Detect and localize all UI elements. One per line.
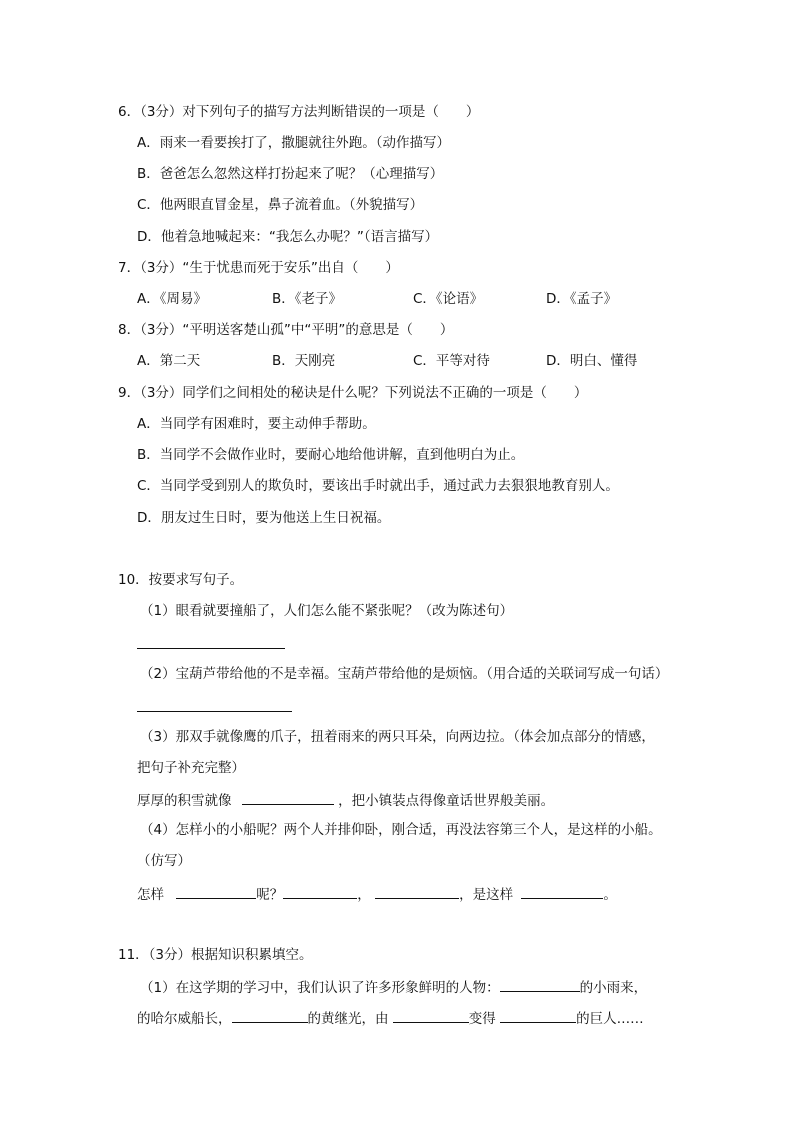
question-11-stem: 11．（3分）根据知识积累填空。 — [118, 947, 313, 963]
q6-option-c: C．他两眼直冒金星，鼻子流着血。（外貌描写） — [137, 197, 424, 213]
q10-part-3-fill — [137, 790, 554, 810]
q10-answer-line-2[interactable] — [137, 711, 292, 712]
q11-blank-2[interactable] — [232, 1008, 308, 1023]
q7-option-b: B．《老子》 — [272, 291, 343, 307]
q11-part-1-text-d: 的黄继光，由 — [307, 1011, 389, 1027]
q11-part-1-text-c: 的哈尔威船长， — [137, 1011, 232, 1027]
question-7-stem: 7．（3分）“生于忧患而死于安乐”出自（ ） — [118, 260, 399, 276]
q10-part-3-line-a: （3）那双手就像鹰的爪子，扭着雨来的两只耳朵，向两边拉。（体会加点部分的情感， — [140, 729, 655, 745]
q7-option-c: C．《论语》 — [413, 291, 484, 307]
q7-option-d: D．《孟子》 — [546, 291, 618, 307]
q10-part-4-word-5: 。 — [603, 887, 617, 903]
q10-part-3-fill-prefix: 厚厚的积雪就像 — [137, 793, 232, 809]
q8-option-a: A．第二天 — [137, 353, 201, 369]
q10-part-4-word-1: 怎样 — [137, 887, 164, 903]
q9-option-a: A．当同学有困难时，要主动伸手帮助。 — [137, 416, 376, 432]
q11-blank-3[interactable] — [393, 1008, 469, 1023]
q10-part-4-blank-2[interactable] — [283, 884, 357, 899]
q11-part-1-text-e: 变得 — [468, 1011, 496, 1027]
q11-blank-1[interactable] — [500, 977, 580, 992]
q7-option-a: A．《周易》 — [137, 291, 207, 307]
question-9-stem: 9．（3分）同学们之间相处的秘诀是什么呢？下列说法不正确的一项是（ ） — [118, 385, 588, 401]
q10-part-4-blank-1[interactable] — [176, 884, 256, 899]
q11-part-1-line-b — [137, 1008, 644, 1028]
q10-part-3-fill-suffix: ，把小镇装点得像童话世界般美丽。 — [338, 793, 555, 809]
question-6-stem: 6．（3分）对下列句子的描写方法判断错误的一项是（ ） — [118, 104, 480, 120]
q8-option-b: B．天刚亮 — [272, 353, 336, 369]
q11-part-1-line-a — [140, 977, 647, 997]
q8-option-c: C．平等对待 — [413, 353, 490, 369]
q10-part-4-line-a: （4）怎样小的小船呢？两个人并排仰卧，刚合适，再没法容第三个人，是这样的小船。 — [140, 822, 662, 838]
q10-part-4-word-3: ， — [357, 887, 371, 903]
q10-part-4-word-4: ，是这样 — [459, 887, 514, 903]
q6-option-d: D．他着急地喊起来：“我怎么办呢？”（语言描写） — [137, 229, 439, 245]
q9-option-c: C．当同学受到别人的欺负时，要该出手时就出手，通过武力去狠狠地教育别人。 — [137, 478, 619, 494]
q10-part-4-blank-4[interactable] — [521, 884, 603, 899]
q6-option-b: B．爸爸怎么忽然这样打扮起来了呢？（心理描写） — [137, 166, 444, 182]
q10-answer-line-1[interactable] — [137, 648, 285, 649]
q8-option-d: D．明白、懂得 — [546, 353, 638, 369]
q10-part-4-blank-3[interactable] — [375, 884, 459, 899]
q11-part-1-text-f: 的巨人…… — [576, 1011, 644, 1027]
question-8-stem: 8．（3分）“平明送客楚山孤”中“平明”的意思是（ ） — [118, 322, 454, 338]
q10-part-2: （2）宝葫芦带给他的不是幸福。宝葫芦带给他的是烦恼。（用合适的关联词写成一句话） — [140, 666, 669, 682]
q9-option-d: D．朋友过生日时，要为他送上生日祝福。 — [137, 510, 391, 526]
question-10-stem: 10．按要求写句子。 — [118, 572, 244, 588]
q6-option-a: A．雨来一看要挨打了，撒腿就往外跑。（动作描写） — [137, 135, 450, 151]
q10-part-1: （1）眼看就要撞船了，人们怎么能不紧张呢？（改为陈述句） — [140, 603, 514, 619]
q11-part-1-text-a: （1）在这学期的学习中，我们认识了许多形象鲜明的人物： — [140, 980, 500, 996]
q10-part-3-blank[interactable] — [242, 790, 334, 805]
q10-part-4-fill — [137, 884, 617, 904]
q10-part-4-line-b: （仿写） — [137, 853, 191, 869]
q11-blank-4[interactable] — [500, 1008, 576, 1023]
q11-part-1-text-b: 的小雨来， — [579, 980, 648, 996]
q9-option-b: B．当同学不会做作业时，要耐心地给他讲解，直到他明白为止。 — [137, 447, 525, 463]
q10-part-4-word-2: 呢？ — [256, 887, 284, 903]
q10-part-3-line-b: 把句子补充完整） — [137, 760, 245, 776]
